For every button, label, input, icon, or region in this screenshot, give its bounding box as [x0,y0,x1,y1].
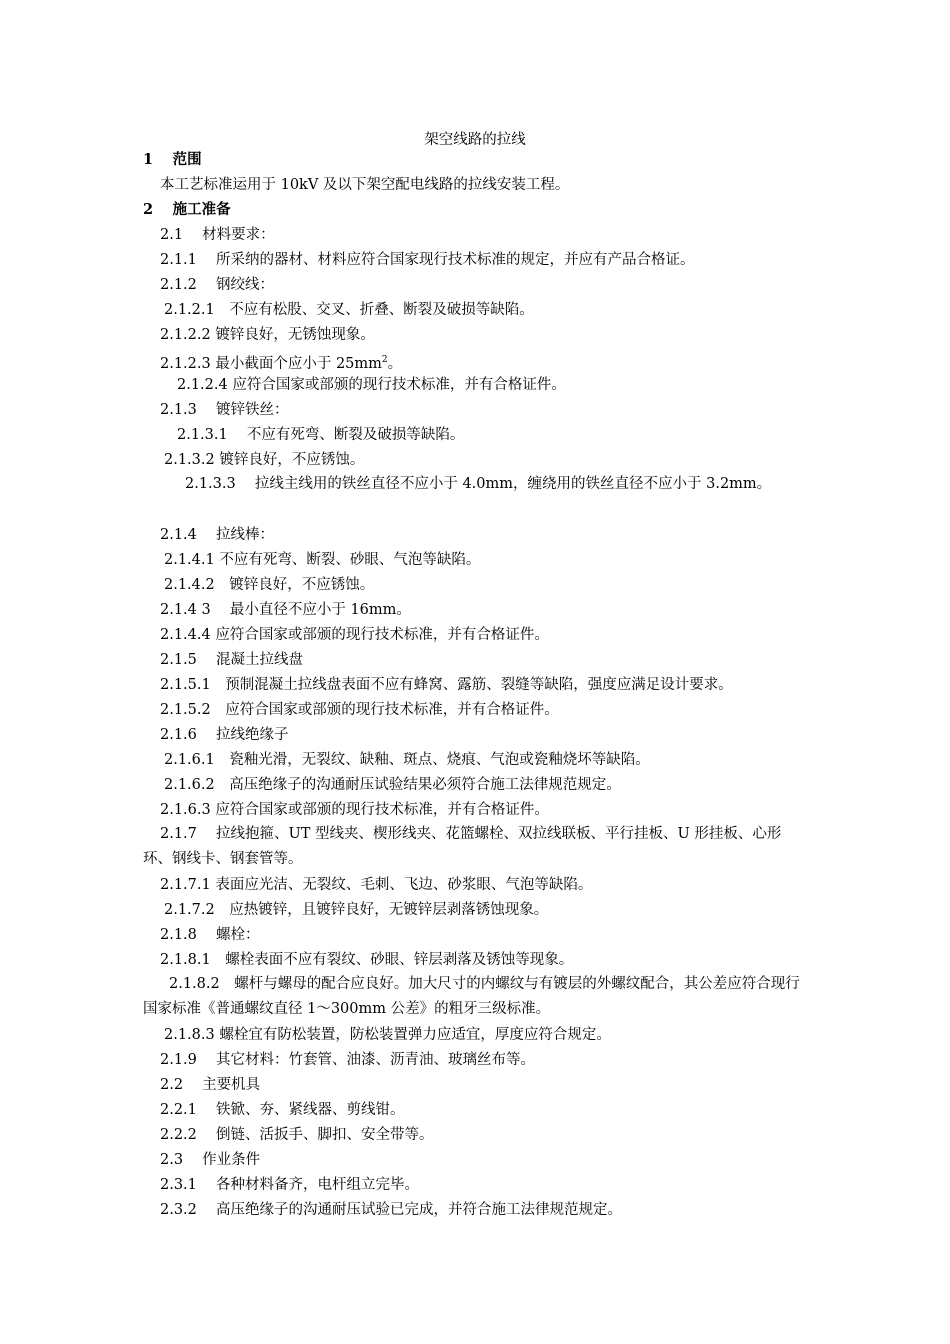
list-item: 2.1.1 所采纳的器材、材料应符合国家现行技术标准的规定，并应有产品合格证。 [160,252,695,268]
list-item: 2.1.8.3 螺栓宜有防松装置，防松装置弹力应适宜，厚度应符合规定。 [164,1027,611,1043]
list-item: 2.1.6.1 瓷釉光滑，无裂纹、缺釉、斑点、烧痕、气泡或瓷釉烧坏等缺陷。 [164,752,650,768]
list-item: 2.1.2.1 不应有松股、交叉、折叠、断裂及破损等缺陷。 [164,302,534,318]
list-item: 2.1.5.2 应符合国家或部颁的现行技术标准，并有合格证件。 [160,702,559,718]
list-item: 2.1.9 其它材料：竹套管、油漆、沥青油、玻璃丝布等。 [160,1052,536,1068]
list-item: 2.3.1 各种材料备齐，电杆组立完毕。 [160,1177,420,1193]
list-item: 2.3 作业条件 [160,1152,261,1168]
list-item: 2.1.2.3 最小截面个应小于 $25mm^2$。 [160,355,403,372]
list-item: 2.1.7.2 应热镀锌，且镀锌良好，无镀锌层剥落锈蚀现象。 [164,902,549,918]
list-item: 2.1.5.1 预制混凝土拉线盘表面不应有蜂窝、露筋、裂缝等缺陷，强度应满足设计要求。 [160,677,733,693]
paragraph: 本工艺标准运用于 10kV 及以下架空配电线路的拉线安装工程。 [160,177,570,193]
list-item: 2.1.2.4 应符合国家或部颁的现行技术标准，并有合格证件。 [177,377,566,393]
list-item: 2.1.4.1 不应有死弯、断裂、砂眼、气泡等缺陷。 [164,552,481,568]
section-heading: 1 范围 [143,151,202,168]
list-item: 2.1.6.3 应符合国家或部颁的现行技术标准，并有合格证件。 [160,802,549,818]
list-item: 2.1.8.1 螺栓表面不应有裂纹、砂眼、锌层剥落及锈蚀等现象。 [160,952,574,968]
list-item: 2.1.7 拉线抱箍、UT 型线夹、楔形线夹、花篮螺栓、双拉线联板、平行挂板、U 形挂板、心形环、钢线卡、钢套管等。 [143,826,782,867]
list-item: 2.2 主要机具 [160,1077,261,1093]
list-item: 2.1.4 3 最小直径不应小于 16mm。 [160,602,411,618]
list-item: 2.2.1 铁锨、夯、紧线器、剪线钳。 [160,1102,405,1118]
list-item: 2.1.4.4 应符合国家或部颁的现行技术标准，并有合格证件。 [160,627,549,643]
list-item: 2.1.2 钢绞线： [160,277,275,293]
list-item: 2.1.2.2 镀锌良好，无锈蚀现象。 [160,327,375,343]
list-item: 2.1.3.3 拉线主线用的铁丝直径不应小于 4.0mm，缠绕用的铁丝直径不应小于 3.2mm。 [185,476,772,492]
list-item: 2.1.8 螺栓： [160,927,260,943]
list-item: 2.2.2 倒链、活扳手、脚扣、安全带等。 [160,1127,434,1143]
list-item: 2.1 材料要求： [160,227,275,243]
list-item: 2.1.3.1 不应有死弯、断裂及破损等缺陷。 [177,427,465,443]
page-title: 架空线路的拉线 [424,132,526,148]
list-item: 2.1.5 混凝土拉线盘 [160,652,304,668]
list-item: 2.1.3 镀锌铁丝： [160,402,289,418]
list-item: 2.1.8.2 螺杆与螺母的配合应良好。加大尺寸的内螺纹与有镀层的外螺纹配合，其公差应符合现行国家标准《普通螺纹直径 1～300mm 公差》的粗牙三级标准。 [143,976,800,1017]
list-item: 2.1.7.1 表面应光洁、无裂纹、毛刺、飞边、砂浆眼、气泡等缺陷。 [160,877,593,893]
list-item: 2.1.4 拉线棒： [160,527,275,543]
list-item: 2.1.4.2 镀锌良好，不应锈蚀。 [164,577,375,593]
list-item: 2.1.6 拉线绝缘子 [160,727,289,743]
list-item: 2.1.3.2 镀锌良好，不应锈蚀。 [164,452,365,468]
list-item: 2.3.2 高压绝缘子的沟通耐压试验已完成，并符合施工法律规范规定。 [160,1202,623,1218]
list-item: 2.1.6.2 高压绝缘子的沟通耐压试验结果必须符合施工法律规范规定。 [164,777,621,793]
section-heading: 2 施工准备 [143,201,231,218]
